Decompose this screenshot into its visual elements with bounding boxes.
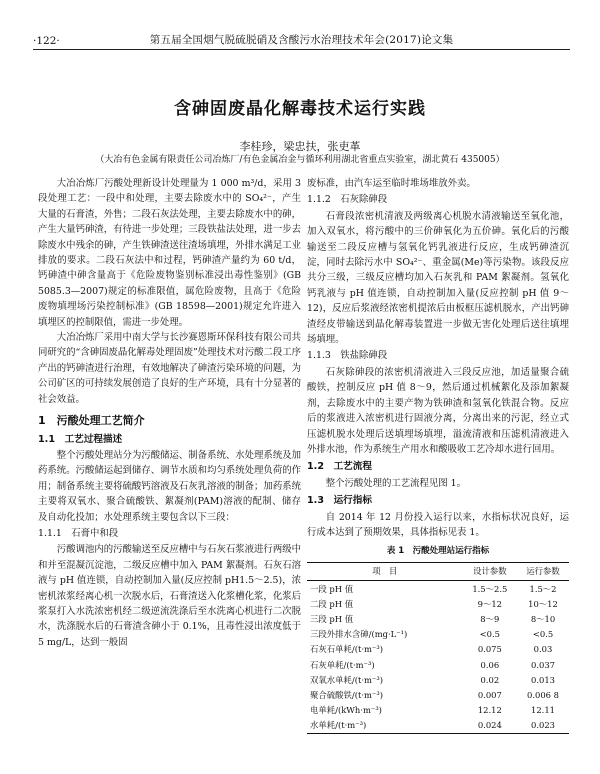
section-1-1-2-paragraph: 石膏段浓密机清液及两级离心机脱水清液输送至氧化池，加入双氧水，将污酸中的三价砷氧化为五价砷。氧化后的污酸输送至二段反应槽与氢氧化钙乳液进行反应，生成钙砷渣沉淀，同时去除污水中 SO₄²⁻、重金属(Me)等污染物。该段反应共分三级，三级反应槽均加入石灰乳和 PAM 絮凝剂。氢氧化钙乳液与 pH 值连锁，自动控制加入量(反应控制 pH 值 9～12)，反应后浆液经浓密机提浓后由板框压滤机脱水，产出钙砷渣经皮带输送到晶化解毒装置进一步做无害化处理后送往填埋场填埋。	[307, 210, 569, 346]
intro-paragraph-2: 大冶冶炼厂采用中南大学与长沙赛恩斯环保科技有限公司共同研究的“含砷固废晶化解毒处理固废”处理技术对污酸二段工序产出的钙砷渣进行治理，有效地解决了砷渣污染环境的问题，为公司矿区的可持续发展创造了良好的生产环境，具有十分显著的社会效益。	[38, 332, 301, 405]
row-design: 1.5～2.5	[472, 583, 508, 594]
row-operation: 0.006 8	[527, 690, 559, 701]
row-item: 石灰单耗/(t·m⁻³)	[310, 659, 375, 670]
header-item: 项 目	[372, 565, 398, 576]
section-1-1-3-paragraph: 石灰除砷段的浓密机清液进入三段反应池，加适量聚合硫酸铁，控制反应 pH 值 8～9，然后通过机械絮化及添加絮凝剂，去除废水中的主要产物为铁砷渣和氢氧化铁混合物。反应后的浆液进入浓密机进行固液分离，分离出来的污泥，经立式压滤机脱水处理后送填埋场填埋，溢流清液和压滤机清液进入外排水池，作为系统生产用水和酸吸收工艺冷却水进行回用。	[307, 366, 569, 455]
row-design: 0.02	[480, 674, 500, 685]
section-1-2-heading: 1.2 工艺流程	[307, 461, 372, 473]
row-operation: 8～10	[530, 614, 556, 625]
table-row	[307, 612, 569, 627]
table-row	[307, 688, 569, 703]
row-item: 电单耗/(kWh·m⁻³)	[310, 705, 382, 716]
section-1-1-paragraph: 整个污酸处理站分为污酸储运、制备系统、水处理系统及加药系统。污酸储运起到储存、调节水质和均匀系统处理负荷的作用；制备系统主要将硫酸钙溶液及石灰乳溶液的制备；加药系统主要将双氧水、聚合硫酸铁、絮凝剂(PAM)溶液的配制、储存及自动化投加；水处理系统主要包含以下三段：	[38, 449, 301, 523]
row-item: 双氧水单耗/(t·m⁻³)	[310, 674, 383, 685]
section-1-1-heading: 1.1 工艺过程描述	[38, 433, 123, 445]
row-operation: 0.013	[531, 674, 555, 685]
table-row	[307, 718, 569, 734]
page-number: ·122·	[33, 35, 60, 47]
row-item: 三段外排水含砷/(mg·L⁻¹)	[310, 629, 408, 640]
row-design: 12.12	[477, 705, 502, 716]
row-design: 9～12	[477, 598, 503, 609]
table-row	[307, 703, 569, 718]
row-item: 三段 pH 值	[310, 614, 354, 625]
table-caption: 表 1 污酸处理站运行指标	[386, 546, 490, 557]
section-1-1-1-paragraph: 污酸调池内的污酸输送至反应槽中与石灰石浆液进行两级中和并至混凝沉淀池，二级反应槽中加入 PAM 絮凝剂。石灰石溶液与 pH 值连锁，自动控制加入量(反应控制 pH1.5～2.5)，浓密机浓浆经离心机一次脱水后，石膏渣送入化浆槽化浆，化浆后浆泵打入水洗浓密机经二级逆流洗涤后至水洗离心机进行二次脱水，洗涤脱水后的石膏渣含砷小于 0.1%，且毒性浸出浓度低于 5 mg/L，达到一般固	[38, 544, 301, 648]
journal-title: 第五届全国烟气脱硫脱硝及含酸污水治理技术年会(2017)论文集	[149, 34, 454, 46]
row-item: 一段 pH 值	[310, 583, 354, 594]
affiliation: （大冶有色金属有限责任公司冶炼厂/有色金属冶金与循环利用湖北省重点实验室，湖北黄石 435005）	[95, 155, 505, 165]
continued-paragraph: 废标准，由汽车运至临时堆场堆放外卖。	[307, 178, 476, 189]
table-row	[307, 627, 569, 642]
row-operation: 0.037	[531, 659, 555, 670]
section-1-3-heading: 1.3 运行指标	[307, 495, 372, 507]
row-design: 0.06	[480, 659, 500, 670]
article-title: 含砷固废晶化解毒技术运行实践	[174, 99, 426, 119]
table-row	[307, 657, 569, 672]
header-operation: 运行参数	[526, 565, 560, 576]
section-1-3-paragraph: 自 2014 年 12 月份投入运行以来，水指标状况良好，运行成本达到了预期效果，具体指标见表 1。	[307, 511, 569, 538]
intro-paragraph-1: 大冶冶炼厂污酸处理新设计处理量为 1 000 m³/d，采用 3 段处理工艺：一段中和处理，主要去除废水中的 SO₄²⁻，产生大量的石膏渣，外售；二段石灰法处理，主要去除废水中的砷，产生大量钙砷渣，有待进一步处理；三段铁盐法处理，进一步去除废水中残余的砷，产生铁砷渣送往渣场填埋，外排水满足工业排放的要求。二段石灰法中和过程，钙砷渣产量约为 60 t/d，钙砷渣中砷含量高于《危险废物鉴别标准浸出毒性鉴别》(GB 5085.3—2007)规定的标准限值，属危险废物，且高于《危险废物填埋场污染控制标准》(GB 18598—2001)规定允许进入填埋区的控制限值，需进一步处理。	[38, 178, 301, 328]
table-row	[307, 581, 569, 597]
row-item: 水单耗/(t·m⁻³)	[310, 720, 367, 731]
row-operation: 0.023	[531, 720, 555, 731]
section-1-heading: 1 污酸处理工艺简介	[38, 414, 145, 428]
section-1-1-2-heading: 1.1.2 石灰除砷段	[307, 194, 388, 206]
row-operation: 10～12	[528, 598, 558, 609]
row-design: 0.075	[477, 644, 502, 655]
row-item: 二段 pH 值	[310, 598, 354, 609]
row-design: 0.007	[477, 690, 502, 701]
table-row	[307, 672, 569, 687]
section-1-1-3-heading: 1.1.3 铁盐除砷段	[307, 350, 388, 362]
row-design: 0.024	[477, 720, 502, 731]
row-design: 8～9	[480, 614, 500, 625]
page-header	[33, 31, 570, 50]
row-design: <0.5	[479, 629, 500, 640]
authors: 李桂珍，梁忠扶，张吏革	[239, 140, 361, 153]
row-operation: 12.11	[531, 705, 555, 716]
left-column	[38, 176, 301, 650]
right-column	[307, 176, 569, 734]
section-1-2-paragraph: 整个污酸处理的工艺流程见图 1。	[325, 477, 466, 489]
table-row	[307, 642, 569, 657]
row-item: 石灰石单耗/(t·m⁻³)	[310, 644, 383, 655]
table-header-row	[307, 562, 569, 580]
header-design: 设计参数	[473, 565, 507, 576]
row-operation: 1.5～2	[529, 583, 557, 594]
section-1-1-1-heading: 1.1.1 石膏中和段	[38, 527, 119, 539]
row-operation: <0.5	[532, 629, 554, 640]
operation-indicators-table	[307, 562, 569, 734]
table-row	[307, 596, 569, 611]
row-operation: 0.03	[533, 644, 553, 655]
row-item: 聚合硫酸铁/(t·m⁻³)	[310, 690, 383, 701]
